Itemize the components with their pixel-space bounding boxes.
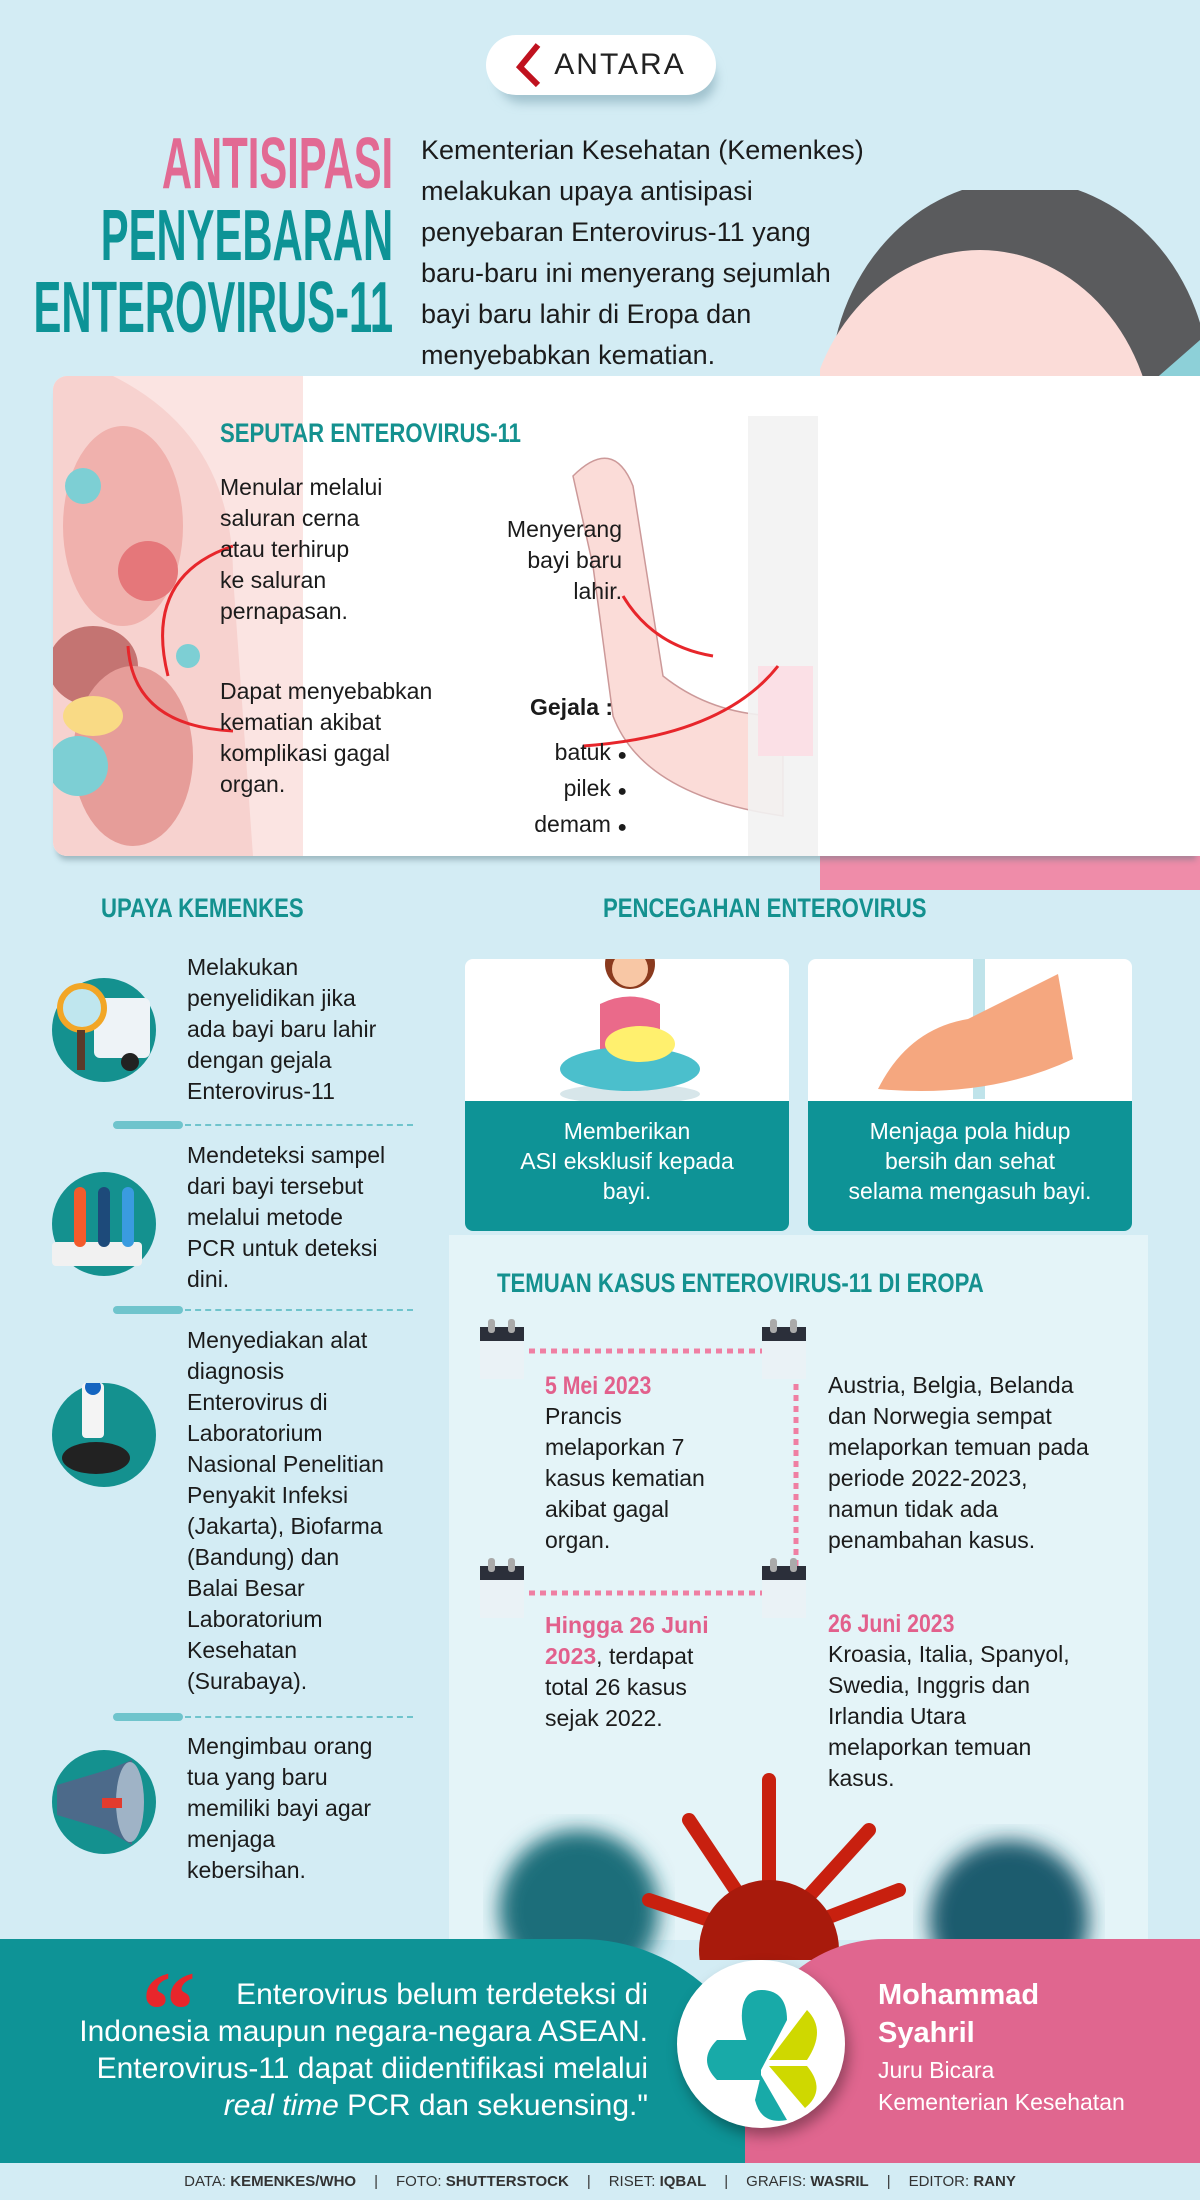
upaya-item-text: Mendeteksi sampel dari bayi tersebut melalui metode PCR untuk deteksi dini. bbox=[187, 1142, 386, 1292]
credit-foto: FOTO: SHUTTERSTOCK bbox=[396, 2173, 569, 2190]
timeline-entry bbox=[828, 1370, 1089, 1556]
temuan-title: TEMUAN KASUS ENTEROVIRUS-11 DI EROPA bbox=[497, 1268, 984, 1298]
logo-text: ANTARA bbox=[554, 48, 686, 81]
entry-text: Austria, Belgia, Belanda dan Norwegia sempat melaporkan temuan pada periode 2022-2023, namun tidak ada penambahan kasus. bbox=[828, 1372, 1089, 1553]
entry-text: Prancis melaporkan 7 kasus kematian akibat gagal organ. bbox=[545, 1403, 705, 1553]
divider bbox=[113, 1121, 413, 1129]
upaya-item-text: Mengimbau orang tua yang baru memiliki bayi agar menjaga kebersihan. bbox=[187, 1733, 373, 1883]
page-title bbox=[33, 124, 393, 348]
hand-washing-icon bbox=[858, 959, 1098, 1109]
prevention-text: Memberikan ASI eksklusif kepada bayi. bbox=[465, 1101, 789, 1231]
symptom-item bbox=[534, 736, 627, 772]
symptom-text: demam bbox=[534, 811, 611, 837]
quote-line: Enterovirus belum terdeteksi di bbox=[236, 1978, 648, 2011]
calendar-icon bbox=[480, 1319, 524, 1379]
symptom-item bbox=[534, 772, 627, 808]
quote-line: Enterovirus-11 dapat diidentifikasi melalui bbox=[96, 2052, 648, 2085]
megaphone-icon bbox=[52, 1750, 156, 1854]
title-line-2: PENYEBARAN bbox=[100, 196, 393, 276]
quote-mark-icon: “ bbox=[141, 1949, 196, 2071]
credit-data: DATA: KEMENKES/WHO bbox=[184, 2173, 357, 2190]
speaker-role: Juru Bicara bbox=[878, 2057, 995, 2083]
upaya-item-text: Melakukan penyelidikan jika ada bayi baru lahir dengan gejala Enterovirus-11 bbox=[187, 954, 377, 1104]
target-text: Menyerang bayi baru lahir. bbox=[506, 516, 622, 604]
speaker-name: Mohammad bbox=[878, 1979, 1040, 2011]
entry-date: 5 Mei 2023 bbox=[545, 1372, 652, 1400]
transmission-text: Menular melalui saluran cerna atau terhirup ke saluran pernapasan. bbox=[220, 474, 383, 624]
calendar-icon bbox=[762, 1558, 806, 1618]
entry-text: Kroasia, Italia, Spanyol, Swedia, Inggris dan Irlandia Utara melaporkan temuan kasus. bbox=[828, 1641, 1070, 1791]
symptoms-label: Gejala : bbox=[530, 694, 614, 720]
breastfeeding-mother-icon bbox=[545, 959, 715, 1109]
credit-editor: EDITOR: RANY bbox=[908, 2173, 1016, 2190]
upaya-title: UPAYA KEMENKES bbox=[101, 893, 304, 923]
seputar-card bbox=[53, 376, 1200, 856]
magnifier-ambulance-icon bbox=[52, 978, 156, 1082]
bullet-icon: ● bbox=[617, 783, 627, 800]
symptoms-list bbox=[534, 736, 627, 844]
entry-date: Hingga 26 Juni 2023 bbox=[545, 1612, 709, 1669]
kemenkes-logo-icon bbox=[677, 1960, 845, 2128]
entry-date: 26 Juni 2023 bbox=[828, 1610, 955, 1638]
timeline-entry bbox=[545, 1610, 785, 1734]
speaker-role: Kementerian Kesehatan bbox=[878, 2089, 1125, 2115]
speaker-name: Syahril bbox=[878, 2017, 975, 2049]
microscope-icon bbox=[52, 1383, 156, 1487]
timeline-entry bbox=[545, 1372, 705, 1556]
credit-grafis: GRAFIS: WASRIL bbox=[746, 2173, 869, 2190]
quote-text bbox=[79, 1976, 648, 2124]
fatality-text: Dapat menyebabkan kematian akibat komplikasi gagal organ. bbox=[220, 678, 433, 797]
antara-logo bbox=[486, 35, 716, 95]
title-line-1: ANTISIPASI bbox=[161, 124, 393, 204]
title-line-3: ENTEROVIRUS-11 bbox=[33, 268, 393, 348]
antara-logo-mark-icon bbox=[516, 43, 546, 87]
symptom-text: pilek bbox=[563, 775, 611, 801]
kemenkes-logo bbox=[677, 1960, 845, 2128]
pencegahan-title: PENCEGAHAN ENTEROVIRUS bbox=[603, 893, 927, 923]
symptom-text: batuk bbox=[554, 739, 611, 765]
quote-rest: PCR dan sekuensing." bbox=[338, 2089, 648, 2122]
calendar-icon bbox=[762, 1319, 806, 1379]
entry-text: , terdapat total 26 kasus sejak 2022. bbox=[545, 1643, 694, 1731]
bullet-icon: ● bbox=[617, 819, 627, 836]
test-tubes-icon bbox=[52, 1172, 156, 1276]
prevention-card bbox=[808, 959, 1132, 1231]
prevention-text: Menjaga pola hidup bersih dan sehat selama mengasuh bayi. bbox=[808, 1101, 1132, 1231]
credits-footer: DATA: KEMENKES/WHO | FOTO: SHUTTERSTOCK | RISET: IQBAL | GRAFIS: WASRIL | EDITOR: RANY bbox=[184, 2173, 1016, 2190]
calendar-icon bbox=[480, 1558, 524, 1618]
virus-photo bbox=[449, 1760, 1148, 1960]
quote-italic: real time bbox=[223, 2089, 339, 2122]
quote-line: Indonesia maupun negara-negara ASEAN. bbox=[79, 2015, 648, 2048]
speaker-info bbox=[878, 1976, 1125, 2118]
prevention-card bbox=[465, 959, 789, 1231]
quote-line bbox=[79, 2087, 648, 2124]
intro-paragraph: Kementerian Kesehatan (Kemenkes) melakukan upaya antisipasi penyebaran Enterovirus-11 yang baru-baru ini menyerang sejumlah bayi baru lahir di Eropa dan menyebabkan kematian. bbox=[421, 135, 864, 370]
divider bbox=[113, 1713, 413, 1721]
upaya-item-text: Menyediakan alat diagnosis Enterovirus di Laboratorium Nasional Penelitian Penyakit Infeksi (Jakarta), Biofarma (Bandung) dan Balai Besar Laboratorium Kesehatan (Surabaya). bbox=[187, 1327, 384, 1694]
seputar-title: SEPUTAR ENTEROVIRUS-11 bbox=[220, 418, 522, 448]
credit-riset: RISET: IQBAL bbox=[608, 2173, 707, 2190]
symptom-item bbox=[534, 808, 627, 844]
divider bbox=[113, 1306, 413, 1314]
bullet-icon: ● bbox=[617, 747, 627, 764]
